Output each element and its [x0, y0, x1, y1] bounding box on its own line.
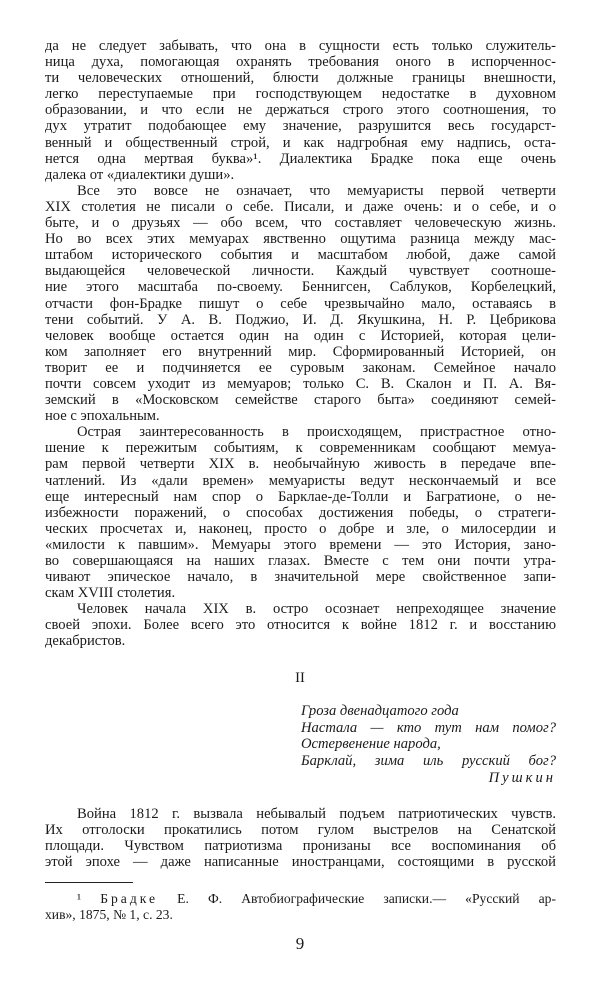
- text-line: Человек начала XIX в. остро осознает непреходящее значение: [77, 601, 556, 618]
- footnote-line: хив», 1875, № 1, с. 23.: [45, 907, 173, 922]
- text-line: во совершающаяся на наших глазах. Вместе с тем они почти утра-: [45, 553, 556, 569]
- text-line: еще интересный нам спор о Барклае-де-Толли и Багратионе, о не-: [45, 488, 556, 505]
- text-line: XIX столетия не писали о себе. Писали, и даже очень: и о себе, и о: [45, 198, 556, 215]
- text-line: Все это вовсе не означает, что мемуаристы первой четверти: [77, 182, 556, 199]
- main-text: [45, 38, 556, 650]
- text-line: Их отголоски прокатились потом гулом выстрелов на Сенатской: [45, 822, 556, 839]
- text-line: «милости к павшим». Мемуары этого времени — это История, зано-: [45, 536, 556, 553]
- section-number: II: [295, 670, 305, 686]
- text-line: ное с эпохальным.: [45, 408, 160, 425]
- text-line: декабристов.: [45, 633, 126, 650]
- text-line: далека от «диалектики души».: [45, 166, 235, 183]
- epigraph-line: Гроза двенадцатого года: [301, 703, 459, 719]
- text-line: да не следует забывать, что она в сущности есть только служитель-: [45, 38, 556, 54]
- text-line: площади. Чувством патриотизма пронизаны все воспоминания об: [45, 838, 556, 855]
- epigraph-author: Пушкин: [488, 770, 556, 786]
- text-line: штабом исторического события и масштабом любой, даже самой: [45, 247, 556, 264]
- text-line: отчасти фон-Брадке пишут о себе чрезвычайно мало, оставаясь в: [45, 295, 556, 312]
- text-line: образовании, и что если не держаться строго этого соотношения, то: [45, 102, 556, 119]
- section-text: [45, 806, 556, 870]
- footnote-text: Е. Ф. Автобиографические записки.— «Русский ар-: [158, 891, 556, 906]
- epigraph-line: Барклай, зима иль русский бог?: [301, 752, 556, 769]
- text-line: венный и общественный строй, и как надгробная ему надпись, оста-: [45, 134, 556, 151]
- footnote-divider: [45, 882, 133, 883]
- text-line: Но во всех этих мемуарах явственно ощутима разница между мас-: [45, 231, 556, 248]
- text-line: Война 1812 г. вызвала небывалый подъем патриотических чувств.: [77, 806, 556, 822]
- text-line: чатлений. Из «дали времен» мемуаристы ведут нескончаемый и все: [45, 472, 556, 489]
- text-line: ти человеческих отношений, блюсти должные границы внешности,: [45, 70, 556, 87]
- text-line: творит ее и подчиняется ее суровым законам. Семейное начало: [45, 359, 556, 376]
- page-number: 9: [295, 934, 305, 953]
- epigraph-line: Остервенение народа,: [301, 736, 441, 752]
- footnote-marker: ¹: [77, 891, 82, 906]
- footnote-line: [45, 891, 556, 907]
- epigraph: [301, 703, 556, 769]
- text-line: чивают эпическое начало, в значительной мере свойственное запи-: [45, 569, 556, 586]
- text-line: тени событий. У А. В. Поджио, И. Д. Якушкина, Н. Р. Цебрикова: [45, 311, 556, 328]
- text-line: рам первой четверти XIX в. необычайную живость в передаче впе-: [45, 456, 556, 473]
- text-line: ком заполняет его внутренний мир. Сформированный Историей, он: [45, 343, 556, 360]
- text-line: дух утратит подобающее ему значение, разрушится весь государст-: [45, 118, 556, 135]
- text-line: выдающейся человеческой личности. Каждый чувствует соотноше-: [45, 263, 556, 280]
- text-line: легко переступаемые при господствующем недостатке в духовном: [45, 86, 556, 103]
- footnote: [45, 891, 556, 923]
- text-line: ческих просчетах и, наконец, просто о добре и зле, о милосердии и: [45, 520, 556, 537]
- text-line: избежности поражений, о способах достижения победы, о стратеги-: [45, 504, 556, 521]
- text-line: почти совсем уходит из мемуаров; только С. В. Скалон и П. А. Вя-: [45, 375, 556, 392]
- text-line: своей эпохи. Более всего это относится к войне 1812 г. и восстанию: [45, 617, 556, 634]
- text-line: быте, и о друзьях — обо всем, что составляет человеческую жизнь.: [45, 215, 556, 232]
- text-line: этой эпохе — даже написанные иностранцами, состоящими в русской: [45, 854, 556, 871]
- footnote-author: Брадке: [100, 891, 159, 906]
- text-line: ние этого масштаба по-своему. Беннигсен, Саблуков, Корбелецкий,: [45, 279, 556, 296]
- text-line: Острая заинтересованность в происходящем, пристрастное отно-: [77, 424, 556, 441]
- text-line: человек вообще остается один на один с Историей, которая цели-: [45, 327, 556, 344]
- text-line: земский в «Московском семействе старого быта» соединяют семей-: [45, 392, 556, 409]
- text-line: ница духа, помогающая охранять требования оного в испорченнос-: [45, 54, 556, 71]
- text-line: скам XVIII столетия.: [45, 585, 176, 602]
- text-line: нется одна мертвая буква»¹. Диалектика Брадке пока еще очень: [45, 150, 556, 167]
- epigraph-line: Настала — кто тут нам помог?: [301, 719, 556, 736]
- text-line: шение к пережитым событиям, к современникам сообщают мемуа-: [45, 440, 556, 457]
